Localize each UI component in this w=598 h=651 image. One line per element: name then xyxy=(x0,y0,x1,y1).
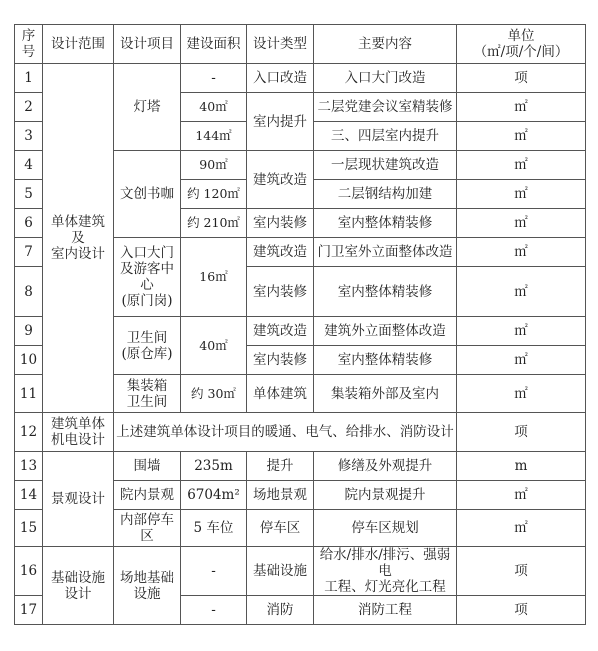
area-cell: 约 120㎡ xyxy=(181,180,247,209)
unit-cell: 项 xyxy=(457,596,586,625)
row-number: 13 xyxy=(15,452,43,481)
content-cell: 二层党建会议室精装修 xyxy=(314,93,457,122)
content-cell: 二层钢结构加建 xyxy=(314,180,457,209)
area-cell: 90㎡ xyxy=(181,151,247,180)
unit-cell: 项 xyxy=(457,413,586,452)
content-infra-line2: 工程、灯光亮化工程 xyxy=(324,579,446,595)
row-number: 10 xyxy=(15,346,43,375)
scope-mep-line1: 建筑单体 xyxy=(51,416,105,432)
content-cell: 上述建筑单体设计项目的暖通、电气、给排水、消防设计 xyxy=(114,413,457,452)
item-wc-line1: 卫生间 xyxy=(126,329,168,346)
table-row xyxy=(15,452,586,481)
item-site-line2: 设施 xyxy=(133,585,161,602)
area-cell: 40㎡ xyxy=(181,317,247,375)
item-container xyxy=(114,375,181,413)
unit-cell: ㎡ xyxy=(457,346,586,375)
type-cell: 室内装修 xyxy=(247,267,314,317)
unit-cell: ㎡ xyxy=(457,209,586,238)
item-gate xyxy=(114,238,181,317)
header-content: 主要内容 xyxy=(314,25,457,64)
content-cell: 建筑外立面整体改造 xyxy=(314,317,457,346)
scope-infra-line2: 设计 xyxy=(64,585,92,602)
header-item: 设计项目 xyxy=(114,25,181,64)
scope-building xyxy=(43,64,114,413)
row-number: 14 xyxy=(15,481,43,510)
content-cell: 室内整体精装修 xyxy=(314,267,457,317)
header-scope: 设计范围 xyxy=(43,25,114,64)
item-site-line1: 场地基础 xyxy=(120,569,174,586)
item-cell: 围墙 xyxy=(114,452,181,481)
type-cell: 停车区 xyxy=(247,510,314,547)
item-wc xyxy=(114,317,181,375)
unit-cell: ㎡ xyxy=(457,122,586,151)
item-lighthouse: 灯塔 xyxy=(114,64,181,151)
area-cell: 235m xyxy=(181,452,247,481)
area-cell: 16㎡ xyxy=(181,238,247,317)
row-number: 4 xyxy=(15,151,43,180)
type-cell: 建筑改造 xyxy=(247,238,314,267)
row-number: 2 xyxy=(15,93,43,122)
row-number: 11 xyxy=(15,375,43,413)
unit-cell: ㎡ xyxy=(457,267,586,317)
unit-cell: 项 xyxy=(457,547,586,596)
header-type: 设计类型 xyxy=(247,25,314,64)
row-number: 15 xyxy=(15,510,43,547)
row-number: 7 xyxy=(15,238,43,267)
row-number: 5 xyxy=(15,180,43,209)
item-parking-line1: 内部停车 xyxy=(120,512,174,528)
table-row xyxy=(15,64,586,93)
scope-mep-line2: 机电设计 xyxy=(51,432,105,448)
area-cell: - xyxy=(181,547,247,596)
item-gate-line3: 心 xyxy=(140,277,154,293)
type-cell: 入口改造 xyxy=(247,64,314,93)
item-container-line1: 集装箱 xyxy=(126,377,168,394)
project-table-wrapper xyxy=(14,24,586,625)
area-cell: 144㎡ xyxy=(181,122,247,151)
content-cell: 室内整体精装修 xyxy=(314,209,457,238)
content-cell: 入口大门改造 xyxy=(314,64,457,93)
area-cell: - xyxy=(181,596,247,625)
header-unit xyxy=(457,25,586,64)
item-wc-line2: (原仓库) xyxy=(121,345,173,362)
unit-cell: ㎡ xyxy=(457,180,586,209)
unit-cell: ㎡ xyxy=(457,238,586,267)
item-container-line2: 卫生间 xyxy=(126,393,168,410)
content-cell: 集装箱外部及室内 xyxy=(314,375,457,413)
type-cell: 室内提升 xyxy=(247,93,314,151)
header-unit-line1: 单位 xyxy=(507,28,535,44)
content-cell: 三、四层室内提升 xyxy=(314,122,457,151)
scope-building-line1: 单体建筑及 xyxy=(51,214,105,246)
unit-cell: ㎡ xyxy=(457,375,586,413)
type-cell: 建筑改造 xyxy=(247,151,314,209)
scope-infra xyxy=(43,547,114,625)
scope-mep xyxy=(43,413,114,452)
unit-cell: ㎡ xyxy=(457,93,586,122)
row-number: 3 xyxy=(15,122,43,151)
item-cell: 院内景观 xyxy=(114,481,181,510)
row-number: 16 xyxy=(15,547,43,596)
type-cell: 消防 xyxy=(247,596,314,625)
table-row xyxy=(15,547,586,596)
scope-building-line2: 室内设计 xyxy=(51,246,105,262)
item-gate-line4: (原门岗) xyxy=(121,293,173,309)
content-cell: 停车区规划 xyxy=(314,510,457,547)
row-number: 12 xyxy=(15,413,43,452)
header-area: 建设面积 xyxy=(181,25,247,64)
item-gate-line2: 及游客中 xyxy=(120,261,174,277)
item-site xyxy=(114,547,181,625)
header-row xyxy=(15,25,586,64)
area-cell: 5 车位 xyxy=(181,510,247,547)
unit-cell: ㎡ xyxy=(457,151,586,180)
type-cell: 室内装修 xyxy=(247,209,314,238)
unit-cell: ㎡ xyxy=(457,317,586,346)
type-cell: 场地景观 xyxy=(247,481,314,510)
row-number: 17 xyxy=(15,596,43,625)
content-cell: 消防工程 xyxy=(314,596,457,625)
content-cell: 院内景观提升 xyxy=(314,481,457,510)
area-cell: 6704m² xyxy=(181,481,247,510)
scope-landscape: 景观设计 xyxy=(43,452,114,547)
unit-cell: 项 xyxy=(457,64,586,93)
table-row xyxy=(15,413,586,452)
row-number: 9 xyxy=(15,317,43,346)
unit-cell: ㎡ xyxy=(457,510,586,547)
type-cell: 单体建筑 xyxy=(247,375,314,413)
unit-cell: m xyxy=(457,452,586,481)
item-parking-line2: 区 xyxy=(140,528,154,544)
scope-infra-line1: 基础设施 xyxy=(51,569,105,586)
content-cell: 门卫室外立面整体改造 xyxy=(314,238,457,267)
header-no: 序号 xyxy=(15,25,43,64)
type-cell: 室内装修 xyxy=(247,346,314,375)
content-cell: 室内整体精装修 xyxy=(314,346,457,375)
content-cell xyxy=(314,547,457,596)
area-cell: - xyxy=(181,64,247,93)
row-number: 6 xyxy=(15,209,43,238)
content-cell: 一层现状建筑改造 xyxy=(314,151,457,180)
area-cell: 40㎡ xyxy=(181,93,247,122)
unit-cell: ㎡ xyxy=(457,481,586,510)
type-cell: 提升 xyxy=(247,452,314,481)
area-cell: 约 30㎡ xyxy=(181,375,247,413)
type-cell: 建筑改造 xyxy=(247,317,314,346)
area-cell: 约 210㎡ xyxy=(181,209,247,238)
item-cell xyxy=(114,510,181,547)
item-gate-line1: 入口大门 xyxy=(120,245,174,261)
item-cafe: 文创书咖 xyxy=(114,151,181,238)
header-unit-line2: （㎡/项/个/间） xyxy=(473,44,569,60)
type-cell: 基础设施 xyxy=(247,547,314,596)
content-infra-line1: 给水/排水/排污、强弱电 xyxy=(319,547,451,579)
row-number: 1 xyxy=(15,64,43,93)
content-cell: 修缮及外观提升 xyxy=(314,452,457,481)
design-scope-table xyxy=(14,24,586,625)
row-number: 8 xyxy=(15,267,43,317)
